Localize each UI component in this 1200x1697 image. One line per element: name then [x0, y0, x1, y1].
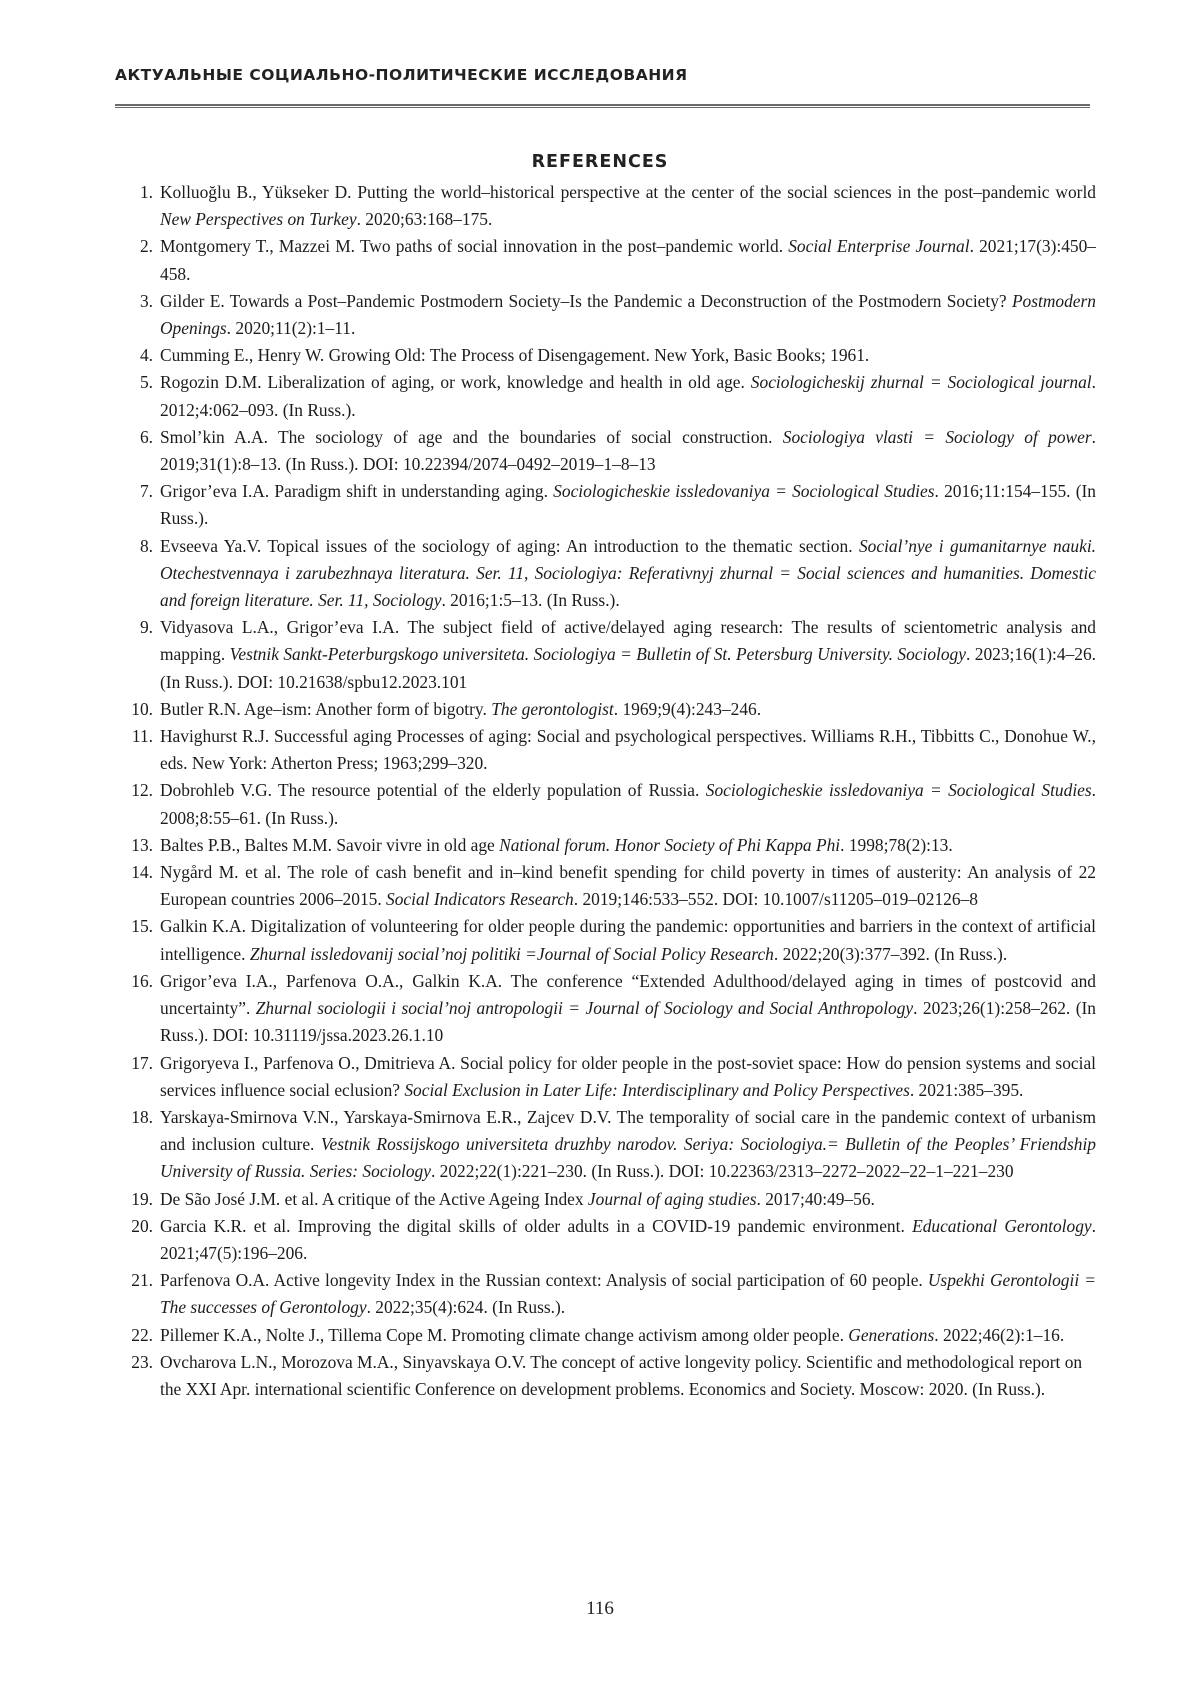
reference-text: . 2022;35(4):624. (In Russ.). — [366, 1297, 566, 1318]
reference-text: . 2008;8:55–61. (In Russ.). — [160, 780, 1097, 828]
reference-source-title: The gerontologist — [491, 698, 614, 719]
reference-source-title: Vestnik Sankt-Peterburgskogo universiteta. Sociologiya = Bulletin of St. Petersburg University. Sociology — [229, 644, 966, 665]
reference-source-title: Postmodern Openings — [160, 290, 1096, 339]
reference-source-title: Social Exclusion in Later Life: Interdisciplinary and Policy Perspectives — [404, 1079, 910, 1100]
reference-source-title: Sociologicheskie issledovaniya = Sociological Studies — [553, 481, 935, 502]
reference-text: Kolluoğlu B., Yükseker D. Putting the world–historical perspective at the center of the social sciences in the post–pandemic world — [160, 182, 1096, 202]
reference-item — [139, 424, 1096, 478]
reference-text: Evseeva Ya.V. Topical issues of the sociology of aging: An introduction to the thematic section. — [160, 535, 859, 556]
reference-number: 22. — [131, 1324, 153, 1345]
reference-text: Pillemer K.A., Nolte J., Tillema Cope M. Promoting climate change activism among older people. — [160, 1324, 849, 1345]
reference-text: . 2021;47(5):196–206. — [160, 1215, 1096, 1263]
reference-source-title: Journal of aging studies — [587, 1188, 757, 1209]
reference-item — [131, 1267, 1096, 1321]
reference-source-title: Sociologicheskij zhurnal = Sociological journal — [750, 372, 1092, 393]
reference-item — [131, 1104, 1096, 1186]
reference-number: 14. — [131, 862, 153, 883]
reference-item — [139, 288, 1096, 342]
reference-number: 23. — [131, 1351, 153, 1372]
reference-source-title: Educational Gerontology — [912, 1215, 1092, 1236]
reference-source-title: Zhurnal sociologii i social’noj antropologii = Journal of Sociology and Social Anthropology — [255, 998, 914, 1019]
reference-number: 7. — [139, 481, 153, 502]
reference-source-title: Sociologicheskie issledovaniya = Sociological Studies — [705, 780, 1092, 801]
reference-item — [139, 614, 1096, 696]
reference-item — [139, 478, 1096, 532]
reference-number: 6. — [139, 426, 153, 447]
reference-text: . 2016;1:5–13. (In Russ.). — [441, 590, 620, 611]
reference-item — [131, 968, 1096, 1050]
reference-text: . 2012;4:062–093. (In Russ.). — [160, 372, 1096, 420]
reference-item — [131, 913, 1096, 967]
reference-source-title: New Perspectives on Turkey — [160, 209, 357, 230]
reference-text: . 2021:385–395. — [909, 1079, 1024, 1100]
page-number: 116 — [586, 1598, 614, 1619]
reference-number: 8. — [139, 535, 153, 556]
reference-text: Garcia K.R. et al. Improving the digital skills of older adults in a COVID-19 pandemic environment. — [160, 1215, 913, 1236]
reference-text: . 2022;20(3):377–392. (In Russ.). — [773, 943, 1008, 964]
reference-item — [131, 1213, 1096, 1267]
running-title: АКТУАЛЬНЫЕ СОЦИАЛЬНО-ПОЛИТИЧЕСКИЕ ИССЛЕДОВАНИЯ — [115, 66, 688, 84]
references-heading: REFERENCES — [531, 152, 669, 172]
reference-item — [131, 1186, 1096, 1213]
reference-number: 12. — [131, 780, 153, 801]
reference-item — [139, 369, 1096, 423]
reference-number: 10. — [131, 698, 153, 719]
reference-number: 21. — [131, 1270, 153, 1291]
reference-source-title: National forum. Honor Society of Phi Kappa Phi — [499, 834, 841, 855]
reference-text: Nygård M. et al. The role of cash benefit and in–kind benefit spending for child poverty in times of austerity: An analysis of 22 European countries 2006–2015. — [160, 862, 1096, 910]
reference-text: . 1998;78(2):13. — [840, 834, 953, 855]
reference-text: Gilder E. Towards a Post–Pandemic Postmodern Society–Is the Pandemic a Deconstruction of the Postmodern Society? — [160, 290, 1012, 311]
reference-item — [131, 696, 1096, 723]
reference-text: Yarskaya-Smirnova V.N., Yarskaya-Smirnova E.R., Zajcev D.V. The temporality of social care in the pandemic context of urbanism and inclusion culture. — [160, 1106, 1096, 1155]
reference-text: Vidyasova L.A., Grigor’eva I.A. The subject field of active/delayed aging research: The results of scientometric analysis and mapping. — [160, 617, 1096, 665]
reference-source-title: Vestnik Rossijskogo universiteta druzhby narodov. Seriya: Sociologiya.= Bulletin of the Peoples’ Friendship University of Russia. Series: Sociology — [160, 1134, 1096, 1182]
reference-text: Parfenova O.A. Active longevity Index in the Russian context: Analysis of social participation of 60 people. — [160, 1270, 928, 1291]
reference-number: 11. — [131, 726, 153, 747]
reference-text: Dobrohleb V.G. The resource potential of the elderly population of Russia. — [160, 780, 706, 801]
reference-text: . 2016;11:154–155. (In Russ.). — [160, 481, 1096, 529]
reference-item — [131, 1349, 1096, 1403]
reference-item — [131, 859, 1096, 913]
reference-number: 15. — [131, 916, 153, 937]
reference-number: 1. — [139, 182, 153, 202]
reference-text: . 2020;11(2):1–11. — [226, 318, 356, 339]
reference-number: 3. — [139, 290, 153, 311]
reference-item — [139, 179, 1096, 233]
reference-source-title: Sociologiya vlasti = Sociology of power — [782, 426, 1092, 447]
reference-text: Butler R.N. Age–ism: Another form of bigotry. — [160, 698, 492, 719]
reference-text: Rogozin D.M. Liberalization of aging, or work, knowledge and health in old age. — [160, 372, 751, 393]
reference-number: 13. — [131, 834, 153, 855]
reference-item — [131, 1322, 1096, 1349]
reference-text: Grigor’eva I.A., Parfenova O.A., Galkin K.A. The conference “Extended Adulthood/delayed aging in times of postcovid and uncertainty”. — [160, 970, 1096, 1019]
reference-item — [139, 233, 1096, 287]
reference-text: Grigoryeva I., Parfenova O., Dmitrieva A. Social policy for older people in the post-soviet space: How do pension systems and social services influence social eclusion? — [160, 1052, 1096, 1100]
reference-text: . 2019;31(1):8–13. (In Russ.). DOI: 10.22394/2074–0492–2019–1–8–13 — [160, 426, 1096, 475]
reference-text: . 2023;26(1):258–262. (In Russ.). DOI: 10.31119/jssa.2023.26.1.10 — [160, 998, 1096, 1046]
reference-text: Cumming E., Henry W. Growing Old: The Process of Disengagement. New York, Basic Books; 1961. — [160, 345, 870, 366]
reference-text: Smol’kin A.A. The sociology of age and the boundaries of social construction. — [160, 426, 783, 447]
reference-text: Grigor’eva I.A. Paradigm shift in understanding aging. — [160, 481, 554, 502]
reference-item — [139, 533, 1096, 615]
reference-number: 16. — [131, 970, 153, 991]
reference-text: . 1969;9(4):243–246. — [613, 698, 762, 719]
header-rule — [115, 104, 1090, 108]
reference-text: . 2022;46(2):1–16. — [934, 1324, 1065, 1345]
reference-text: Montgomery T., Mazzei M. Two paths of social innovation in the post–pandemic world. — [160, 236, 789, 257]
reference-item — [139, 342, 1096, 369]
reference-source-title: Uspekhi Gerontologii = The successes of Gerontology — [160, 1270, 1096, 1318]
reference-item — [131, 723, 1096, 777]
reference-text: . 2022;22(1):221–230. (In Russ.). DOI: 10.22363/2313–2272–2022–22–1–221–230 — [430, 1161, 1014, 1182]
reference-text: Ovcharova L.N., Morozova M.A., Sinyavskaya O.V. The concept of active longevity policy. Scientific and methodological report on the XXI Apr. international scientific Conference on development problems. Economics and Society. Moscow: 2020. (In Russ.). — [160, 1351, 1083, 1399]
reference-text: Baltes P.B., Baltes M.M. Savoir vivre in old age — [160, 834, 500, 855]
reference-item — [131, 832, 1096, 859]
reference-source-title: Zhurnal issledovanij social’noj politiki =Journal of Social Policy Research — [249, 943, 774, 964]
reference-number: 20. — [131, 1215, 153, 1236]
reference-text: . 2023;16(1):4–26. (In Russ.). DOI: 10.21638/spbu12.2023.101 — [160, 644, 1096, 692]
reference-text: Galkin K.A. Digitalization of volunteering for older people during the pandemic: opportunities and barriers in the context of artificial intelligence. — [160, 916, 1096, 964]
reference-number: 17. — [131, 1052, 153, 1073]
reference-text: De São José J.M. et al. A critique of the Active Ageing Index — [160, 1188, 588, 1209]
reference-source-title: Generations — [848, 1324, 935, 1345]
reference-text: Havighurst R.J. Successful aging Processes of aging: Social and psychological perspectives. Williams R.H., Tibbitts C., Donohue W., eds. New York: Atherton Press; 1963;299–320. — [160, 726, 1096, 774]
reference-source-title: Social Indicators Research — [386, 889, 574, 910]
reference-item — [131, 1050, 1096, 1104]
reference-source-title: Social Enterprise Journal — [788, 236, 970, 257]
reference-text: . 2020;63:168–175. — [356, 209, 493, 230]
reference-number: 18. — [131, 1106, 153, 1127]
reference-text: . 2019;146:533–552. DOI: 10.1007/s11205–019–02126–8 — [573, 889, 978, 910]
reference-source-title: Social’nye i gumanitarnye nauki. Otechestvennaya i zarubezhnaya literatura. Ser. 11, Sociologiya: Referativnyj zhurnal = Social sciences and humanities. Domestic and foreign literature. Ser. 11, Sociology — [160, 535, 1096, 611]
reference-number: 4. — [139, 345, 153, 366]
reference-number: 5. — [139, 372, 153, 393]
reference-item — [131, 777, 1097, 831]
reference-number: 2. — [139, 236, 153, 257]
reference-number: 19. — [131, 1188, 153, 1209]
reference-text: . 2021;17(3):450–458. — [160, 236, 1096, 284]
reference-text: . 2017;40:49–56. — [756, 1188, 875, 1209]
references-list — [131, 179, 1097, 1403]
reference-number: 9. — [139, 617, 153, 638]
